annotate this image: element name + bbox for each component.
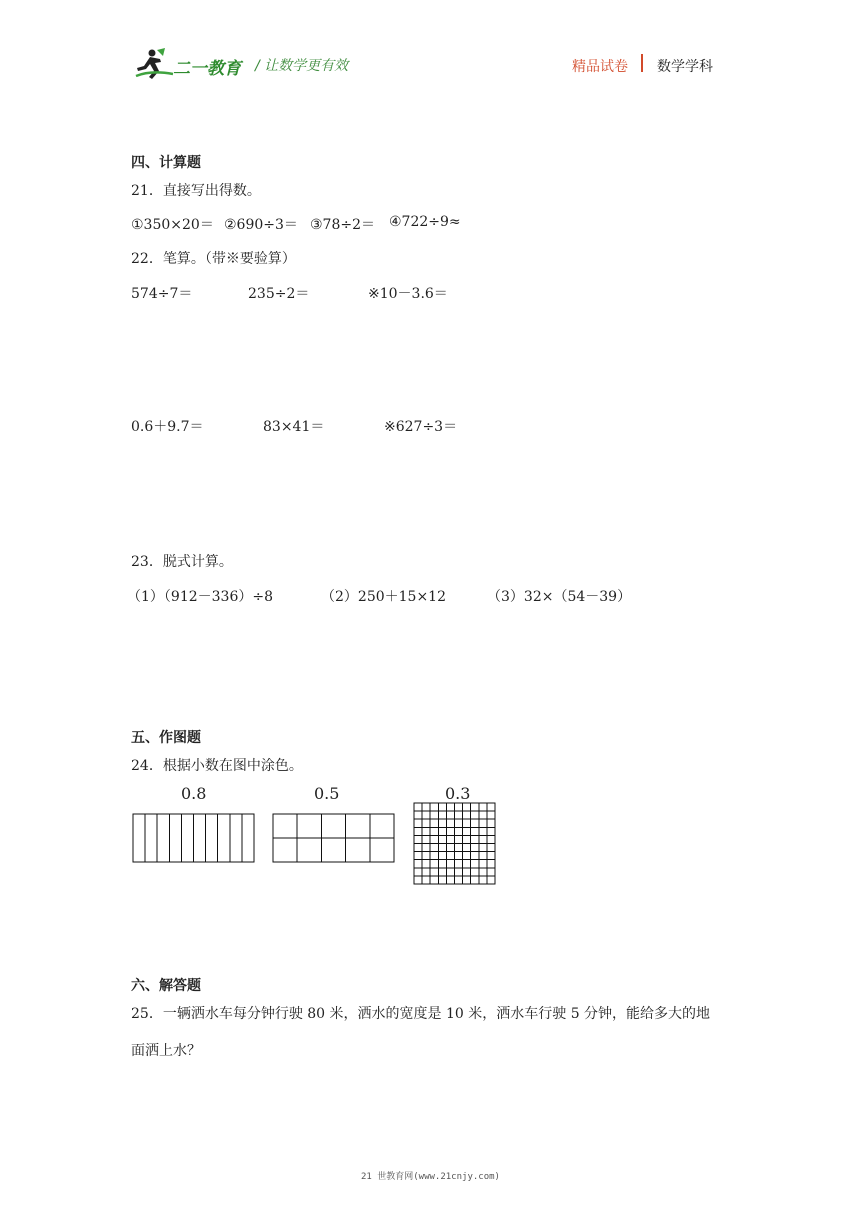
q21-item: ③78÷2＝ xyxy=(310,217,376,233)
header-divider xyxy=(641,54,643,72)
page-footer: 21 世教育网(www.21cnjy.com) xyxy=(361,1172,500,1182)
question-21-stem: 21．直接写出得数。 xyxy=(131,183,261,199)
q21-item: ①350×20＝ xyxy=(131,217,214,233)
logo-text: 二一教育 xyxy=(173,59,241,79)
section-title: 四、计算题 xyxy=(131,155,201,171)
figure-label: 0.3 xyxy=(445,784,471,803)
q23-item: （1）（912－336）÷8 xyxy=(127,589,273,605)
section-title: 六、解答题 xyxy=(131,978,201,994)
q22-item: ※627÷3＝ xyxy=(384,419,458,435)
q22-item: 83×41＝ xyxy=(263,419,325,435)
grid-figure[interactable] xyxy=(132,813,255,863)
question-24-stem: 24．根据小数在图中涂色。 xyxy=(131,758,303,774)
q21-item: ④722÷9≈ xyxy=(389,214,461,230)
q23-item: （3）32×（54－39） xyxy=(487,589,632,605)
figure-label: 0.8 xyxy=(181,784,207,803)
header-slogan: / 让数学更有效 xyxy=(255,58,349,74)
figure-label: 0.5 xyxy=(314,784,340,803)
q23-item: （2）250＋15×12 xyxy=(321,589,446,605)
q22-item: ※10－3.6＝ xyxy=(368,286,448,302)
grid-figure[interactable] xyxy=(272,813,395,863)
q21-item: ②690÷3＝ xyxy=(224,217,298,233)
header-label: 精品试卷 xyxy=(572,59,628,75)
q22-item: 0.6＋9.7＝ xyxy=(131,419,204,435)
q22-item: 235÷2＝ xyxy=(248,286,310,302)
question-23-stem: 23．脱式计算。 xyxy=(131,554,233,570)
header-subject: 数学学科 xyxy=(657,59,713,75)
question-22-stem: 22．笔算。（带※要验算） xyxy=(131,251,296,267)
grid-figure[interactable] xyxy=(413,802,496,885)
q22-item: 574÷7＝ xyxy=(131,286,193,302)
question-25-line: 25．一辆洒水车每分钟行驶 80 米，洒水的宽度是 10 米，洒水车行驶 5 分钟，能给多大的地 xyxy=(131,1006,711,1022)
question-25-line: 面洒上水？ xyxy=(131,1043,201,1059)
section-title: 五、作图题 xyxy=(131,730,201,746)
runner-logo-icon xyxy=(135,46,175,80)
logo xyxy=(135,46,245,80)
